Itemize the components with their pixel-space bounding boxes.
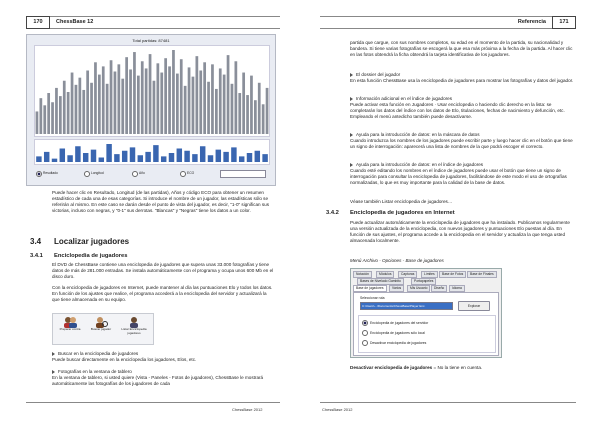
chart-bar [195,56,198,134]
chart-bar [106,84,109,134]
chart-bar-secondary [138,155,143,162]
chart-bar-secondary [216,150,221,162]
paragraph-see-also: Véase también Listar enciclopedia de jugadores… [350,199,453,204]
tab-player-base[interactable]: Base de jugadores [353,285,387,292]
chart-bar-secondary [153,145,158,162]
section-title: Localizar jugadores [54,237,130,246]
chart-bar [55,88,58,134]
chart-bar [117,64,120,134]
bullet-dossier-text: El dossier del jugador [356,72,401,77]
chart-bar-secondary [122,151,127,162]
paragraph-deactivate [350,365,576,371]
chart-bar [102,66,105,134]
chart-bar [215,89,218,134]
year-label: Año [139,171,145,175]
tab-language[interactable]: Idioma [449,285,465,292]
chart-bar [36,111,39,134]
chart-bar [86,70,89,134]
chart-bar [121,79,124,134]
bullet-arrow-icon [350,133,353,137]
list-encyclopedia-label: Listar Enciclopedia jugadores [121,327,147,335]
bullet-arrow-icon [52,352,55,356]
path-input[interactable]: C:\Users\...\Documents\ChessBase\Player Enc. [360,302,453,310]
bullet-arrow-icon [350,97,353,101]
menu-path: Menú Archivo - Opciones - Base de jugadores [350,258,444,263]
tab-modules[interactable]: Módulos [376,271,394,278]
paragraph-dossier: En esta función ChessBase usa la enciclopedia de jugadores para mostrar las fotografías y datos del jugador. [350,78,574,83]
player-input[interactable] [220,170,266,178]
tab-user[interactable]: Mis Usuario [407,285,430,292]
chart-bar [133,52,136,134]
chart-bar [199,70,202,134]
chart-bar [75,85,78,134]
chart-bar [172,50,175,134]
paragraph-statistics: Puede hacer clic en Resultado, Longitud (de las partidas), Años y código ECO para obtener un resumen estadístico de cada una de esas categorías. Si introduce el nombre de un jugador, las estadísticas sólo se referirán al mismo. En este caso se darán desde el punto de vista del jugador, es decir, "1-0" significan sus victorias, incluso con negras, y "0-1" sus derrotas. "Blancas" y "Negras" tiene los datos a un color. [52,190,269,213]
tab-photo-base[interactable]: Base de Fotos [439,271,466,278]
chart-bar-secondary [44,152,49,162]
chart-bar-secondary [208,155,213,162]
chart-bar [90,83,93,134]
prepare-button[interactable] [56,316,84,342]
chart-bar [242,73,245,134]
bullet-additional-text: Información adicional en el índice de jugadores [356,96,453,101]
eco-label: ECO [187,171,195,175]
bullet-player-index-text: Ayuda para la introducción de datos: en el índice de jugadores [356,162,484,167]
tab-notation[interactable]: Notación [353,271,372,278]
chart-bar [137,76,140,134]
chart-bar [219,68,222,134]
bullet-data-mask-text: Ayuda para la introducción de datos: en la máscara de datos [356,132,480,137]
radio-server-button[interactable] [362,320,368,326]
chart-bar-secondary [106,144,111,162]
chart-bar-secondary [91,150,96,162]
chart-bar [156,63,159,134]
chart-bar-secondary [223,152,228,162]
list-encyclopedia-button[interactable] [118,316,150,342]
section-number: 3.4 [30,237,42,246]
chart-bar [223,75,226,134]
chart-controls [34,167,268,181]
tab-gambit-base[interactable]: Bases de Nivelado Gambito [357,278,404,285]
deactivate-definition: = No la tiene en cuenta. [432,365,483,370]
tab-captures[interactable]: Capturas [398,271,417,278]
chart-bar-secondary [247,153,252,162]
chart-bar-secondary [169,153,174,162]
paragraph-player-index: Cuando esté editando los nombres en el índice de jugadores puede usar el botón que tiene un signo de interrogación para consultar la enciclopedia de jugadores, facilitándose de este modo el uso de ortografías normalizadas, lo que es muy importante para la calidad de la base de datos. [350,168,567,185]
chart-bar [94,62,97,134]
chart-bar [67,92,70,134]
chart-bar [98,75,101,134]
page-header [26,16,280,29]
subsection-number: 3.4.1 [30,253,43,259]
chart-bar-secondary [184,151,189,162]
section-heading [30,237,130,246]
chart-bar-secondary [192,154,197,162]
bullet-photos-text: Fotografías en la ventana de tablero [58,369,132,374]
chart-bar [254,100,257,134]
chart-bar-secondary [67,155,72,162]
statistics-screenshot [26,34,276,186]
chart-bar [211,64,214,134]
chart-bar [246,95,249,134]
paragraph-internet-update: Puede actualizar automáticamente la enciclopedia de jugadores que ha instalado. Publicamos regularmente una versión actualizada de la enciclopedia, con nuevos jugadores y puntuaciones Elo puestas al día. En función de sus ajustes, el programa accede a la enciclopedia en el servidor y actualiza la que tenga usted almacenada localmente. [350,220,570,243]
chart-bar [188,67,191,134]
chart-bar [43,105,46,134]
subsection-title: Enciclopedia de jugadores en Internet [350,210,455,216]
statistics-chart-secondary [34,139,270,165]
chart-bar-secondary [145,152,150,162]
chart-bar-secondary [36,156,41,162]
header-title: ChessBase 12 [56,19,94,25]
footer-rule [320,402,576,403]
paragraph-continued: partida que cargue, con sus nombres completos, su edad en el momento de la partida, su nacionalidad y bandera. Si tiene varias fotografías se escogerá la que esa más próxima a la fecha de la partida. Al hacer clic en las fotos obtendrá la ficha obtendrá la tarjeta identificativa de los jugadores. [350,40,573,57]
chart-bar [234,61,237,134]
chart-bar-secondary [231,147,236,162]
subsection-title: Enciclopedia de jugadores [54,253,128,259]
chart-bar [78,78,81,134]
eco-radio[interactable] [180,171,186,177]
year-radio[interactable] [132,171,138,177]
chart-bar [227,55,230,134]
chart-bar [82,90,85,134]
chart-bar [207,82,210,134]
tab-misc[interactable]: Varios [389,285,404,292]
subsection-number: 3.4.2 [326,210,339,216]
paragraph-photos: En la ventana de tablero, si usted quiere (Vista - Paneles - Fotos de jugadores), ChessBase le mostrará automáticamente las fotografías de los jugadores de cada [52,375,264,386]
length-label: Longitud [91,171,104,175]
chart-bar [164,58,167,134]
chart-title: Total partidas: 87481 [132,38,170,43]
chart-bar [176,74,179,134]
chart-bar [262,104,265,134]
prepare-button-label: Preparar contra [59,327,81,331]
chart-bar [160,73,163,134]
chart-bar [231,84,234,134]
chart-bar-secondary [255,151,260,162]
header-title: Referencia [517,19,546,25]
radio-server-label: Enciclopedia de jugadores del servidor [370,320,429,325]
bullet-arrow-icon [52,370,55,374]
toolbar-screenshot [52,313,154,345]
dialog-body [353,292,499,356]
chart-bar [168,66,171,134]
radio-disable-label: Desactivar enciclopedia de jugadores [370,340,427,345]
bullet-arrow-icon [350,73,353,77]
radio-server[interactable] [362,320,428,326]
chart-bar [51,102,54,134]
paragraph-data-mask: Cuando introduzca los nombres de los jugadores puede escribir parte y luego hacer clic en el botón que tiene un signo de interrogación: aparecerá una lista de nombres de la que podrá escoger el correcto. [350,138,573,149]
chart-bar-secondary [114,154,119,162]
right-page [300,0,600,424]
select-path-label: Seleccionar ruta [360,296,385,300]
chart-bar [149,54,152,134]
chart-bar-secondary [161,156,166,162]
result-radio[interactable] [36,171,42,177]
bullet-arrow-icon [350,163,353,167]
chart-bar [114,72,117,134]
radio-disable-button[interactable] [362,340,368,346]
chart-bar [110,60,113,134]
chart-bar-secondary [200,146,205,162]
page-number: 171 [552,16,576,29]
chart-bar [192,77,195,134]
chart-bar-secondary [130,147,135,162]
chart-bar [125,57,128,134]
options-dialog [350,268,502,358]
chart-bar [266,88,269,134]
explore-button[interactable]: Explorar [458,301,490,311]
chart-bar [180,59,183,134]
page-footer: ChessBase 2012 [232,407,263,412]
chart-bar [184,86,187,134]
paragraph-internet: Con la enciclopedia de jugadores en Internet, puede mantener al día las puntuaciones Elo y todos los datos. En función de los ajustes que realice, el programa accederá a la enciclopedia del servidor y actualizará la que tiene almacenada en su equipo. [52,285,273,302]
chart-bar-secondary [239,156,244,162]
chart-bar [141,61,144,134]
page-number: 170 [26,16,50,29]
chart-bar [145,68,148,134]
chart-bar [39,98,42,134]
tab-endgame-base[interactable]: Base de Finales [467,271,497,278]
chart-bar-secondary [83,153,88,162]
tab-clipboard[interactable]: Portapapeles [411,278,436,285]
tab-limits[interactable]: Límites [421,271,438,278]
chart-bar-secondary [60,149,65,163]
radio-local[interactable] [362,330,425,336]
chart-bar [153,81,156,134]
search-player-button[interactable] [87,316,115,342]
search-player-label: Buscar jugador [90,327,112,331]
page-header [320,16,576,29]
result-label: Resultado [43,171,58,175]
paragraph-search: Puede buscar directamente en la enciclopedia los jugadores, Elos, etc. [52,357,197,362]
footer-rule [26,402,280,403]
subsection-heading [30,253,128,259]
chart-bar-secondary [177,149,182,163]
bullet-search-text: Buscar en la enciclopedia de jugadores [58,351,139,356]
chart-bar [47,93,50,134]
chart-bar [238,93,241,134]
chart-bar [59,96,62,134]
radio-disable[interactable] [362,340,426,346]
chart-bar [258,83,261,134]
page-footer: ChessBase 2012 [322,407,353,412]
chart-bar-secondary [75,146,80,162]
encyclopedia-options [358,315,496,353]
paragraph-dvd: El DVD de ChessBase contiene una enciclopedia de jugadores que supera unas 33.000 fotografías y tiene datos de más de 281.000 entradas. Se instala automáticamente con el programa y ocupa unos 600 Mb en el disco duro. [52,262,274,279]
chart-bar [129,69,132,134]
length-radio[interactable] [84,171,90,177]
radio-local-button[interactable] [362,330,368,336]
chart-bar [71,73,74,134]
tab-design[interactable]: Diseño [431,285,447,292]
deactivate-term: Desactivar enciclopedia de jugadores [350,365,433,370]
chart-bar-secondary [99,158,104,163]
subsection-heading [326,210,455,216]
statistics-chart [34,45,270,137]
chart-bar [203,62,206,134]
chart-bar [63,81,66,134]
paragraph-additional-info: Puede activar esta función en Jugadores · Usar enciclopedia o haciendo clic derecho en la lista: se completarán los datos del índice con los datos de Elo, titulaciones, fechas de nacimiento y defunción, etc. Empleando el menú antedicho también puede desactivarse. [350,102,565,119]
chart-bar-secondary [52,159,57,162]
radio-local-label: Enciclopedia de jugadores sólo local [370,330,425,335]
chart-bar [250,76,253,134]
chart-bar-secondary [262,154,267,162]
